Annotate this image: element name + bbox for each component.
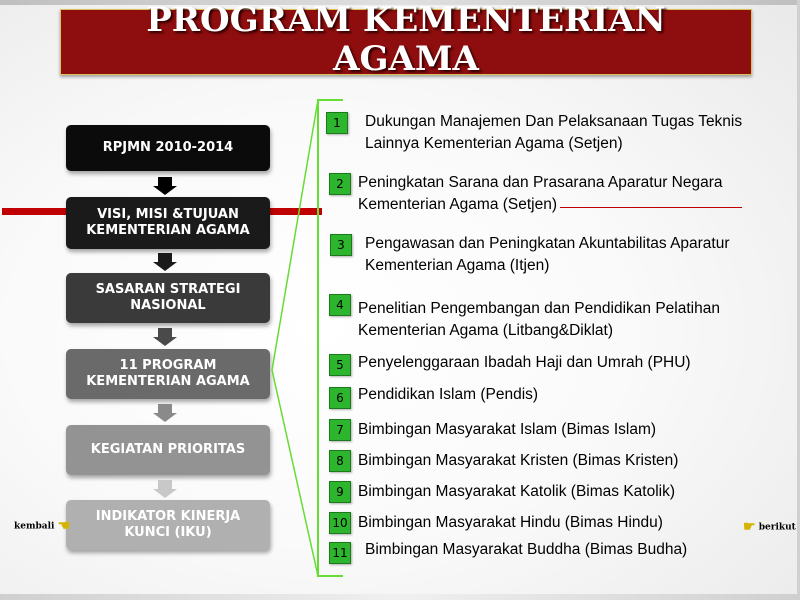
- program-item: Pendidikan Islam (Pendis): [358, 386, 539, 403]
- flow-box-label: VISI, MISI &TUJUAN KEMENTERIAN AGAMA: [86, 207, 250, 238]
- back-label: kembali: [14, 521, 55, 532]
- program-item: Bimbingan Masyarakat Islam (Bimas Islam): [358, 421, 657, 438]
- flow-box-label: KEGIATAN PRIORITAS: [90, 442, 246, 457]
- green-bracket: [270, 98, 346, 580]
- hand-pointer-icon: ☛: [743, 519, 756, 535]
- program-number-badge: 7: [329, 419, 351, 441]
- flow-box-sasaran: [66, 273, 270, 323]
- flow-box-label: SASARAN STRATEGI NASIONAL: [95, 282, 241, 313]
- program-number-badge: 3: [330, 234, 352, 256]
- flow-box-label: 11 PROGRAM KEMENTERIAN AGAMA: [86, 358, 250, 389]
- flow-box-11-program: [66, 349, 270, 399]
- next-label: berikut: [758, 522, 796, 533]
- program-number-badge: 9: [329, 481, 351, 503]
- program-number-badge: 10: [329, 512, 351, 534]
- next-nav-button[interactable]: [743, 519, 796, 535]
- program-number-badge: 8: [329, 450, 351, 472]
- flow-box-iku: [66, 500, 270, 550]
- program-number-badge: 2: [329, 173, 351, 195]
- program-number-badge: 5: [329, 354, 351, 376]
- slide-border-bottom: [0, 594, 800, 600]
- program-item: Bimbingan Masyarakat Kristen (Bimas Kristen): [358, 452, 679, 469]
- flow-box-kegiatan: [66, 425, 270, 475]
- flow-box-rpjmn: [66, 125, 270, 171]
- program-item: Dukungan Manajemen Dan Pelaksanaan Tugas Teknis Lainnya Kementerian Agama (Setjen): [365, 113, 743, 152]
- back-nav-button[interactable]: [14, 518, 70, 534]
- flow-box-label: RPJMN 2010-2014: [102, 140, 234, 155]
- flow-box-visi-misi: [66, 197, 270, 249]
- program-item: Bimbingan Masyarakat Katolik (Bimas Katolik): [358, 483, 676, 500]
- program-number-badge: 6: [329, 387, 351, 409]
- program-item: Peningkatan Sarana dan Prasarana Aparatur Negara Kementerian Agama (Setjen): [358, 174, 723, 213]
- flow-box-label: INDIKATOR KINERJA KUNCI (IKU): [95, 509, 241, 540]
- program-item: Pengawasan dan Peningkatan Akuntabilitas Aparatur Kementerian Agama (Itjen): [365, 235, 730, 274]
- program-number-badge: 4: [329, 294, 351, 316]
- program-item: Bimbingan Masyarakat Buddha (Bimas Budha): [365, 541, 688, 558]
- slide-title: PROGRAM KEMENTERIAN AGAMA: [146, 0, 666, 79]
- program-item: Bimbingan Masyarakat Hindu (Bimas Hindu): [358, 514, 663, 531]
- program-item: Penelitian Pengembangan dan Pendidikan Pelatihan Kementerian Agama (Litbang&Diklat): [358, 300, 720, 339]
- program-item: Penyelenggaraan Ibadah Haji dan Umrah (PHU): [358, 354, 691, 371]
- hand-pointer-icon: ☚: [57, 518, 71, 534]
- program-number-badge: 11: [329, 542, 351, 564]
- program-number-badge: 1: [326, 112, 348, 134]
